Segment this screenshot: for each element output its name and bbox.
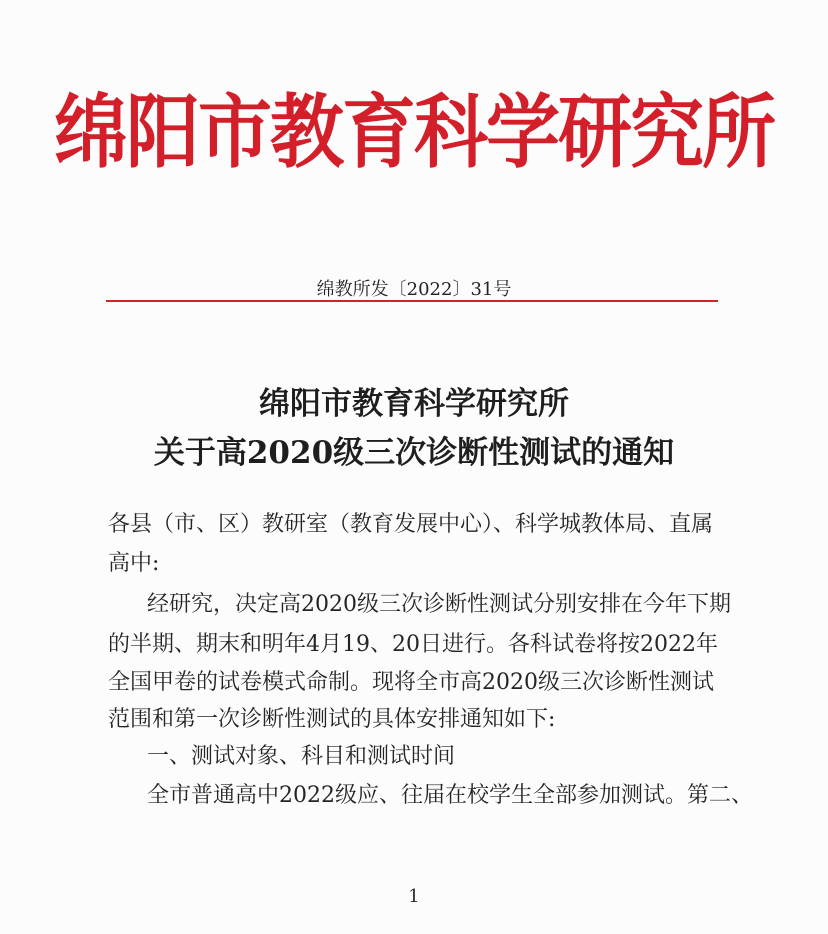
page-number: 1 <box>408 886 420 907</box>
recipients-line-2: 高中: <box>108 551 160 576</box>
paragraph-1-line-3: 全国甲卷的试卷模式命制。现将全市高2020级三次诊断性测试 <box>108 670 714 695</box>
section-1-heading: 一、测试对象、科目和测试时间 <box>147 744 456 769</box>
document-title-line-1: 绵阳市教育科学研究所 <box>259 386 569 422</box>
organization-header: 绵阳市教育科学研究所 <box>54 89 774 179</box>
document-number: 绵教所发〔2022〕31号 <box>316 279 512 300</box>
document-title-line-2: 关于高2020级三次诊断性测试的通知 <box>153 435 675 471</box>
recipients-line-1: 各县（市、区）教研室（教育发展中心）、科学城教体局、直属 <box>108 512 714 537</box>
paragraph-1-line-2: 的半期、期末和明年4月19、20日进行。各科试卷将按2022年 <box>108 632 718 657</box>
paragraph-1-line-4: 范围和第一次诊断性测试的具体安排通知如下: <box>108 707 556 732</box>
red-divider <box>106 300 718 302</box>
paragraph-1-line-1: 经研究，决定高2020级三次诊断性测试分别安排在今年下期 <box>147 592 731 617</box>
section-1-line-1: 全市普通高中2022级应、往届在校学生全部参加测试。第二、 <box>147 783 753 808</box>
